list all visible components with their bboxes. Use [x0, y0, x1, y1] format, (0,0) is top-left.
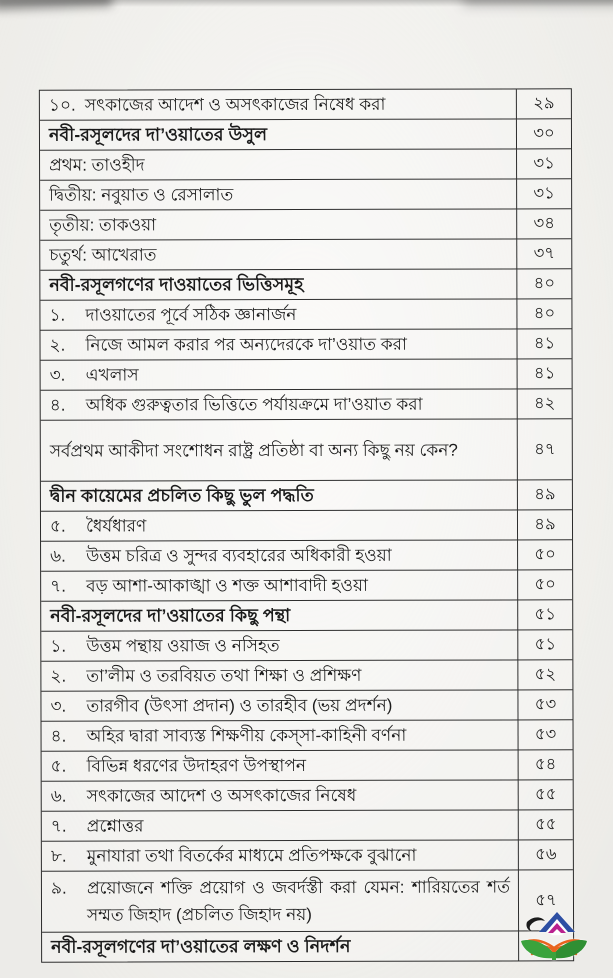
toc-item-label: এখলাস — [85, 365, 139, 385]
toc-item-label: বিভিন্ন ধরণের উদাহরণ উপস্থাপন — [86, 756, 307, 776]
toc-page-number: ৫৫ — [518, 780, 573, 809]
toc-entry-cell — [42, 720, 518, 750]
toc-item-label: তৃতীয়: তাকওয়া — [49, 215, 157, 235]
toc-entry-cell — [41, 690, 517, 720]
toc-row — [41, 480, 572, 511]
toc-entry-cell — [40, 179, 516, 209]
toc-entry-cell — [41, 359, 517, 389]
toc-item-label: নবী-রসূলদের দা’ওয়াতের কিছু পন্থা — [50, 605, 291, 626]
toc-row — [41, 600, 572, 631]
toc-page-number: ৫০ — [517, 570, 572, 599]
toc-entry-cell — [40, 149, 516, 179]
toc-page-number: ৪১ — [517, 359, 572, 388]
toc-row — [41, 419, 572, 481]
toc-item-number: ৩. — [49, 365, 66, 385]
toc-page-number: ৩১ — [516, 149, 571, 178]
toc-item-number: ৪. — [50, 726, 67, 746]
toc-entry-cell — [41, 433, 517, 467]
toc-page-number: ৫১ — [517, 600, 572, 629]
toc-item-number: ২. — [50, 666, 67, 686]
scan-artifact-top-right — [463, 0, 613, 5]
toc-item-label: তা’লীম ও তরবিয়ত তথা শিক্ষা ও প্রশিক্ষণ — [86, 665, 362, 686]
toc-page-number: ৫৩ — [518, 720, 573, 749]
toc-row — [40, 209, 571, 240]
toc-page-number: ৪০ — [516, 299, 571, 328]
toc-page-number: ৫০ — [517, 540, 572, 569]
toc-item-label: দ্বিতীয়: নবুয়াত ও রেসালাত — [49, 185, 234, 205]
toc-item-label: নবী-রসূলগণের দা’ওয়াতের লক্ষণ ও নিদর্শন — [51, 935, 351, 957]
toc-item-number: ৩. — [50, 696, 67, 716]
scan-artifact-top-left — [0, 0, 112, 10]
toc-entry-cell — [40, 239, 516, 269]
toc-row — [42, 931, 573, 961]
toc-item-number: ৫. — [49, 516, 66, 536]
toc-row — [40, 329, 571, 360]
toc-entry-cell — [41, 510, 517, 540]
toc-item-label: তারগীব (উৎসা প্রদান) ও তারহীব (ভয় প্রদর্শন) — [86, 695, 393, 716]
toc-entry-cell — [42, 810, 518, 840]
toc-item-label: সর্বপ্রথম আকীদা সংশোধন রাষ্ট্র প্রতিষ্ঠা বা অন্য কিছু নয় কেন? — [49, 440, 458, 461]
toc-row — [42, 780, 573, 811]
toc-item-number: ১০. — [48, 95, 76, 115]
open-book-publisher-logo-icon — [519, 908, 589, 966]
toc-row — [42, 720, 573, 751]
toc-entry-cell — [40, 119, 516, 149]
toc-item-number: ১. — [49, 305, 66, 325]
toc-item-number: ৮. — [50, 846, 67, 866]
toc-page-number: ৪২ — [517, 389, 572, 418]
toc-page-number: ৫৭ — [518, 870, 573, 930]
toc-row — [42, 810, 573, 841]
toc-entry-cell — [41, 389, 517, 419]
toc-entry-cell — [41, 570, 517, 600]
toc-row — [40, 89, 571, 120]
toc-row — [40, 149, 571, 180]
toc-entry-cell — [40, 329, 516, 359]
toc-entry-cell — [42, 870, 518, 931]
toc-row — [42, 750, 573, 781]
toc-item-label: বড় আশা-আকাঙ্খা ও শক্ত আশাবাদী হওয়া — [86, 575, 368, 596]
toc-page-number: ২৯ — [516, 89, 571, 118]
toc-entry-cell — [40, 269, 516, 299]
toc-row — [41, 389, 572, 420]
toc-page-number: ৪১ — [516, 329, 571, 358]
toc-entry-cell — [42, 840, 518, 870]
toc-table — [39, 88, 574, 962]
toc-page-number: ৪৭ — [517, 419, 572, 479]
toc-item-number: ৭. — [50, 576, 66, 596]
toc-entry-cell — [41, 600, 517, 630]
toc-row — [41, 690, 572, 721]
toc-item-label: উত্তম চরিত্র ও সুন্দর ব্যবহারের অধিকারী হওয়া — [86, 545, 392, 566]
toc-entry-cell — [40, 209, 516, 239]
toc-page-number: ৫৬ — [518, 840, 573, 869]
toc-item-label: নিজে আমল করার পর অন্যদেরকে দা’ওয়াত করা — [85, 334, 407, 355]
toc-page-number: ৩৪ — [516, 209, 571, 238]
toc-entry-cell — [41, 540, 517, 570]
toc-item-label: দ্বীন কায়েমের প্রচলিত কিছু ভুল পদ্ধতি — [49, 484, 314, 506]
toc-page-number: ৪৯ — [517, 510, 572, 539]
toc-item-label: সৎকাজের আদেশ ও অসৎকাজের নিষেধ করা — [84, 94, 386, 115]
toc-item-number: ১. — [50, 636, 67, 656]
toc-page-number: ৪০ — [516, 269, 571, 298]
toc-row — [41, 570, 572, 601]
toc-item-label: উত্তম পন্থায় ওয়াজ ও নসিহত — [86, 636, 280, 656]
toc-page-number: ৩৭ — [516, 239, 571, 268]
toc-page-number: ৫৪ — [518, 750, 573, 779]
toc-row — [41, 660, 572, 691]
toc-item-number: ৫. — [50, 756, 67, 776]
toc-item-label: প্রথম: তাওহীদ — [49, 155, 145, 175]
toc-item-number: ৪. — [49, 395, 66, 415]
toc-page-number: ৫২ — [517, 660, 572, 689]
toc-row — [42, 840, 573, 871]
toc-entry-cell — [42, 780, 518, 810]
toc-row — [40, 269, 571, 300]
toc-item-label: সৎকাজের আদেশ ও অসৎকাজের নিষেধ — [86, 785, 357, 806]
toc-item-label: ধৈর্যধারণ — [85, 516, 147, 536]
toc-item-number: ৯. — [50, 878, 67, 898]
toc-item-label: প্রশ্নোত্তর — [86, 816, 144, 836]
toc-row — [41, 630, 572, 661]
toc-entry-cell — [41, 630, 517, 660]
toc-row — [41, 540, 572, 571]
toc-row — [40, 179, 571, 210]
toc-page-number: ৫৫ — [518, 810, 573, 839]
toc-item-label: প্রয়োজনে শক্তি প্রয়োগ ও জবর্দস্তী করা যেমন: শারিয়তের শর্ত সম্মত জিহাদ (প্রচলিত জিহাদ নয়) — [86, 877, 510, 925]
toc-page-number: ৪৯ — [517, 480, 572, 509]
toc-item-label: চতুর্থ: আখেরাত — [49, 245, 157, 265]
toc-item-label: অধিক গুরুত্বতার ভিত্তিতে পর্যায়ক্রমে দা’ওয়াত করা — [85, 394, 423, 415]
toc-item-number: ৬. — [50, 546, 66, 566]
toc-page-number: ৫৩ — [517, 690, 572, 719]
toc-item-label: মুনাযারা তথা বিতর্কের মাধ্যমে প্রতিপক্ষকে বুঝানো — [86, 845, 417, 866]
toc-row — [40, 119, 571, 150]
toc-item-number: ২. — [49, 335, 66, 355]
toc-row — [41, 510, 572, 541]
toc-page-number: ৩০ — [516, 119, 571, 148]
toc-page-number: ৫১ — [517, 630, 572, 659]
toc-item-label: দাওয়াতের পূর্বে সঠিক জ্ঞানার্জন — [85, 305, 297, 325]
toc-item-label: অহির দ্বারা সাব্যস্ত শিক্ষণীয় কেস্‌সা-কাহিনী বর্ণনা — [86, 725, 407, 746]
toc-entry-cell — [41, 480, 517, 510]
toc-entry-cell — [40, 299, 516, 329]
toc-entry-cell — [41, 660, 517, 690]
toc-entry-cell — [42, 750, 518, 780]
toc-entry-cell — [40, 89, 516, 119]
toc-item-label: নবী-রসূলদের দা’ওয়াতের উসুল — [48, 124, 268, 145]
toc-entry-cell — [42, 931, 518, 961]
toc-item-number: ৭. — [50, 816, 67, 836]
toc-item-number: ৬. — [50, 786, 67, 806]
toc-row — [40, 299, 571, 330]
toc-page-number: ৩১ — [516, 179, 571, 208]
toc-row — [41, 359, 572, 390]
toc-item-label: নবী-রসূলগণের দাওয়াতের ভিত্তিসমূহ — [49, 274, 304, 295]
toc-row — [42, 870, 573, 932]
toc-row — [40, 239, 571, 270]
